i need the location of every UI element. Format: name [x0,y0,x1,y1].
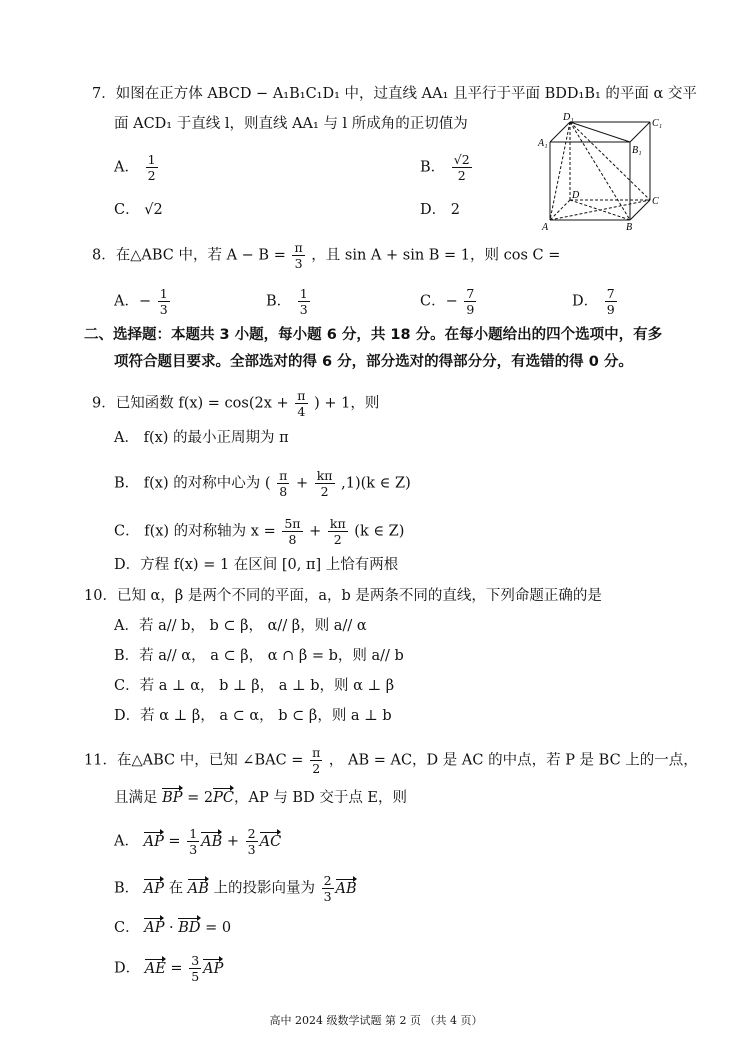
q11-stem-line2: 且满足 BP = 2PC，AP 与 BD 交于点 E，则 [114,790,408,806]
q9-stem: 9．已知函数 f(x) = cos(2x + $\frac{\pi}{4}$ ) + 1，则 [92,388,380,419]
q7-stem-line1: 7．如图在正方体 ABCD − A₁B₁C₁D₁ 中，过直线 AA₁ 且平行于平面 BDD₁B₁ 的平面 α 交平 [92,86,697,102]
q7-option-d: D． 2 [420,202,460,218]
cube-label-a1: A₁ [538,138,548,149]
q11-option-d: D． AE = $\frac{3}{5}$ AP [114,953,224,984]
q8-option-a: A．− $\frac{1}{3}$ [114,286,168,317]
cube-figure [530,110,670,235]
q9-option-c: C． f(x) 的对称轴为 x = $\frac{5\pi}{8}$ + $\frac{k\pi}{2}$ (k ∈ Z) [114,516,405,547]
q7-option-b: B． $\frac{√2}{2}$ [420,152,470,183]
cube-label-c1: C₁ [652,118,663,129]
q9-option-d: D．方程 f(x) = 1 在区间 [0, π] 上恰有两根 [114,557,399,573]
section2-heading-line1: 二、选择题：本题共 3 小题，每小题 6 分，共 18 分。在每小题给出的四个选项中，有多 [84,327,663,343]
q11-option-b: B． AP 在 AB 上的投影向量为 $\frac{2}{3}$ AB [114,873,357,904]
cube-label-d: D [572,190,580,201]
section2-heading-line2: 项符合题目要求。全部选对的得 6 分，部分选对的得部分分，有选错的得 0 分。 [114,354,633,370]
cube-label-b1: B₁ [632,145,642,156]
q11-option-a: A． AP = $\frac{1}{3}$ AB + $\frac{2}{3}$ AC [114,826,282,857]
q8-option-d: D． $\frac{7}{9}$ [572,286,615,317]
q11-stem: 11．在△ABC 中，已知 ∠BAC = $\frac{\pi}{2}$ ， AB = AC，D 是 AC 的中点，若 P 是 BC 上的一点， [84,745,698,776]
q8-option-b: B． $\frac{1}{3}$ [266,286,308,317]
page-footer: 高中 2024 级数学试题 第 2 页 （共 4 页） [269,1014,483,1027]
q10-option-b: B．若 a// α， a ⊂ β， α ∩ β = b，则 a// b [114,648,404,664]
q10-option-c: C．若 a ⊥ α， b ⊥ β， a ⊥ b，则 α ⊥ β [114,678,395,694]
q8-stem: 8．在△ABC 中，若 A − B = $\frac{\pi}{3}$ ，且 sin A + sin B = 1，则 cos C = [92,240,561,271]
q7-option-a: A． $\frac{1}{2}$ [114,152,156,183]
q9-option-a: A． f(x) 的最小正周期为 π [114,430,289,446]
q10-option-d: D．若 α ⊥ β， a ⊂ α， b ⊂ β，则 a ⊥ b [114,708,392,724]
q11-option-c: C． AP · BD = 0 [114,920,232,936]
cube-label-b: B [626,222,633,233]
cube-label-d1: D₁ [563,112,574,123]
cube-label-c: C [652,196,659,207]
q8-option-c: C．− $\frac{7}{9}$ [420,286,475,317]
cube-label-a: A [542,222,549,233]
q9-option-b: B． f(x) 的对称中心为 ( $\frac{\pi}{8}$ + $\frac{k\pi}{2}$ ,1)(k ∈ Z) [114,468,411,499]
q10-option-a: A．若 a// b， b ⊂ β， α// β，则 a// α [114,618,367,634]
q7-stem-line2: 面 ACD₁ 于直线 l，则直线 AA₁ 与 l 所成角的正切值为 [114,116,468,132]
q7-option-c: C． √2 [114,202,163,218]
q10-stem: 10．已知 α，β 是两个不同的平面，a，b 是两条不同的直线，下列命题正确的是 [84,588,602,604]
